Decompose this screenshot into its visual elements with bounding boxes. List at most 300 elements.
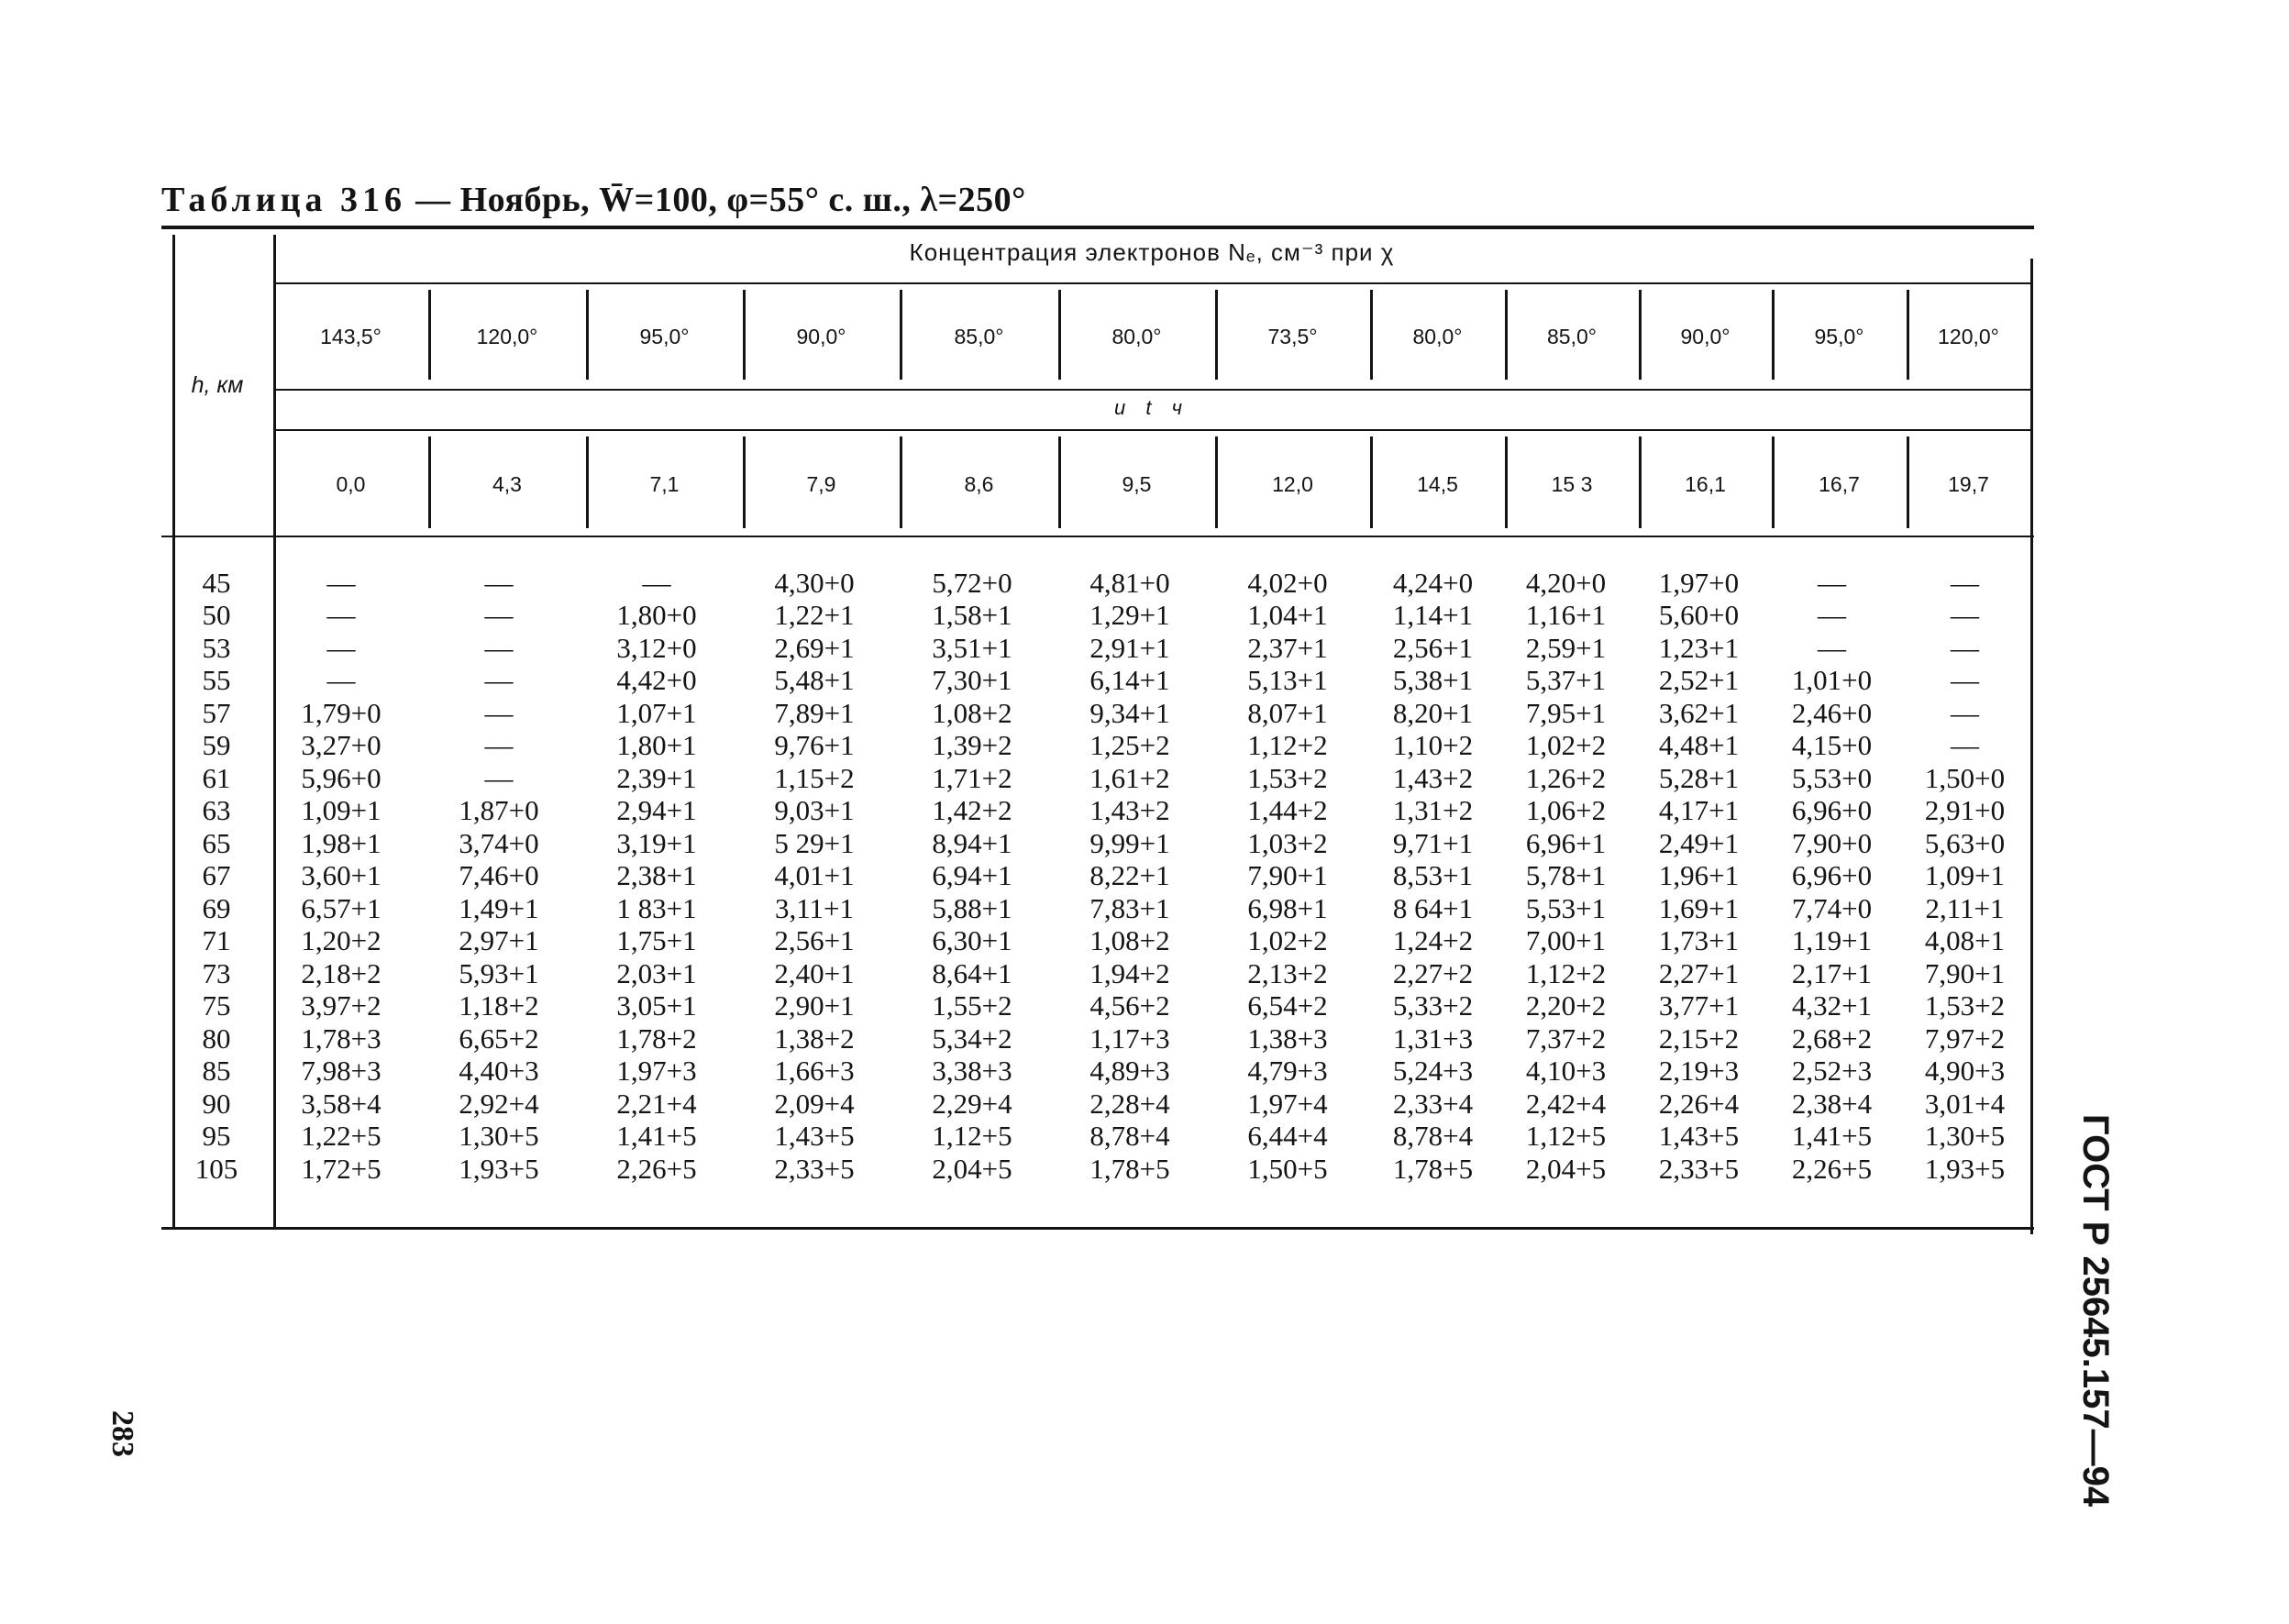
concentration-cell: 5,60+0 bbox=[1658, 599, 1740, 632]
concentration-cell: 5,38+1 bbox=[1392, 664, 1474, 697]
concentration-cell: 1,93+5 bbox=[459, 1152, 539, 1185]
table-row bbox=[171, 892, 2034, 925]
header-rule-1 bbox=[273, 282, 2032, 284]
altitude-cell: 73 bbox=[202, 956, 231, 989]
concentration-cell: 1,97+3 bbox=[616, 1055, 697, 1088]
concentration-cell: 4,32+1 bbox=[1791, 989, 1873, 1022]
concentration-cell: 1,97+4 bbox=[1247, 1087, 1328, 1120]
concentration-cell: 1,96+1 bbox=[1658, 859, 1740, 892]
concentration-cell: 3,74+0 bbox=[459, 826, 539, 859]
concentration-cell: — bbox=[1951, 664, 1979, 697]
concentration-cell: 6,14+1 bbox=[1089, 664, 1170, 697]
concentration-cell: 1,87+0 bbox=[459, 794, 539, 827]
concentration-cell: 1,78+3 bbox=[301, 1022, 382, 1055]
concentration-cell: 2,21+4 bbox=[616, 1087, 697, 1120]
row-axis-label: h, км bbox=[191, 372, 244, 398]
concentration-cell: 4,48+1 bbox=[1658, 729, 1740, 762]
concentration-cell: 4,79+3 bbox=[1247, 1055, 1328, 1088]
column-separator bbox=[428, 436, 431, 528]
column-separator bbox=[743, 290, 746, 380]
column-separator bbox=[1907, 436, 1909, 528]
time-header-cell: 4,3 bbox=[492, 471, 522, 496]
concentration-cell: 3,60+1 bbox=[301, 859, 382, 892]
concentration-cell: 4,01+1 bbox=[774, 859, 855, 892]
altitude-cell: 57 bbox=[202, 696, 231, 729]
concentration-cell: 2,19+3 bbox=[1658, 1055, 1740, 1088]
altitude-cell: 45 bbox=[202, 566, 231, 599]
concentration-cell: 7,37+2 bbox=[1525, 1022, 1607, 1055]
concentration-cell: 5 29+1 bbox=[774, 826, 855, 859]
concentration-cell: — bbox=[1951, 599, 1979, 632]
concentration-cell: 1,12+2 bbox=[1247, 729, 1328, 762]
concentration-cell: 1,43+2 bbox=[1089, 794, 1170, 827]
concentration-cell: 1,29+1 bbox=[1089, 599, 1170, 632]
time-header: и t ч bbox=[1114, 396, 1189, 419]
table-body bbox=[171, 567, 2034, 1186]
concentration-header: Концентрация электронов Nₑ, см⁻³ при χ bbox=[909, 238, 1395, 266]
altitude-cell: 85 bbox=[202, 1055, 231, 1088]
column-separator bbox=[1058, 436, 1061, 528]
altitude-cell: 63 bbox=[202, 794, 231, 827]
concentration-cell: 5,13+1 bbox=[1247, 664, 1328, 697]
concentration-cell: 4,24+0 bbox=[1392, 566, 1474, 599]
time-header-cell: 15 3 bbox=[1551, 471, 1593, 496]
concentration-cell: 2,39+1 bbox=[616, 761, 697, 794]
chi-header-cell: 90,0° bbox=[1680, 324, 1731, 348]
page-number: 283 bbox=[105, 1410, 139, 1457]
concentration-cell: 1,25+2 bbox=[1089, 729, 1170, 762]
column-separator bbox=[743, 436, 746, 528]
concentration-cell: 1,72+5 bbox=[301, 1152, 382, 1185]
concentration-cell: — bbox=[484, 729, 514, 762]
concentration-cell: 1,06+2 bbox=[1525, 794, 1607, 827]
concentration-cell: 3,12+0 bbox=[616, 631, 697, 664]
concentration-cell: 1,78+5 bbox=[1392, 1152, 1474, 1185]
concentration-cell: 1,42+2 bbox=[932, 794, 1012, 827]
concentration-cell: 7,97+2 bbox=[1924, 1022, 2006, 1055]
concentration-cell: 5,93+1 bbox=[459, 956, 539, 989]
concentration-cell: 4,40+3 bbox=[459, 1055, 539, 1088]
chi-header-cell: 73,5° bbox=[1267, 324, 1318, 348]
concentration-cell: 7,95+1 bbox=[1525, 696, 1607, 729]
concentration-cell: — bbox=[484, 696, 514, 729]
concentration-cell: 1,79+0 bbox=[301, 696, 382, 729]
column-separator bbox=[586, 290, 589, 380]
concentration-cell: — bbox=[1951, 729, 1979, 762]
table-row bbox=[171, 925, 2034, 958]
concentration-cell: — bbox=[1951, 696, 1979, 729]
concentration-cell: 6,65+2 bbox=[459, 1022, 539, 1055]
concentration-cell: 2,37+1 bbox=[1247, 631, 1328, 664]
concentration-cell: 2,28+4 bbox=[1089, 1087, 1170, 1120]
concentration-cell: 6,94+1 bbox=[932, 859, 1012, 892]
concentration-cell: 6,98+1 bbox=[1247, 891, 1328, 924]
concentration-cell: — bbox=[1951, 566, 1979, 599]
concentration-cell: 2,91+0 bbox=[1924, 794, 2006, 827]
concentration-cell: 4,81+0 bbox=[1089, 566, 1170, 599]
concentration-cell: 1,18+2 bbox=[459, 989, 539, 1022]
chi-header-cell: 95,0° bbox=[1814, 324, 1864, 348]
concentration-cell: 4,89+3 bbox=[1089, 1055, 1170, 1088]
column-separator bbox=[1505, 290, 1508, 380]
concentration-cell: 7,74+0 bbox=[1791, 891, 1873, 924]
concentration-cell: 3,97+2 bbox=[301, 989, 382, 1022]
concentration-cell: 1,09+1 bbox=[301, 794, 382, 827]
concentration-cell: 1,61+2 bbox=[1089, 761, 1170, 794]
chi-header-cell: 120,0° bbox=[1938, 324, 1999, 348]
concentration-cell: 3,01+4 bbox=[1924, 1087, 2006, 1120]
concentration-cell: 1,23+1 bbox=[1658, 631, 1740, 664]
concentration-cell: 2,26+4 bbox=[1658, 1087, 1740, 1120]
concentration-cell: 2,33+4 bbox=[1392, 1087, 1474, 1120]
concentration-cell: 1,19+1 bbox=[1791, 924, 1873, 957]
concentration-cell: 1,31+2 bbox=[1392, 794, 1474, 827]
time-header-cell: 7,1 bbox=[649, 471, 680, 496]
concentration-cell: 1,78+5 bbox=[1089, 1152, 1170, 1185]
concentration-cell: 6,57+1 bbox=[301, 891, 382, 924]
concentration-cell: 8,20+1 bbox=[1392, 696, 1474, 729]
altitude-cell: 50 bbox=[202, 599, 231, 632]
concentration-cell: — bbox=[484, 566, 514, 599]
concentration-cell: 1,22+1 bbox=[774, 599, 855, 632]
column-separator bbox=[428, 290, 431, 380]
concentration-cell: 5,53+0 bbox=[1791, 761, 1873, 794]
concentration-cell: 2,91+1 bbox=[1089, 631, 1170, 664]
concentration-cell: 7,89+1 bbox=[774, 696, 855, 729]
concentration-cell: 1,75+1 bbox=[616, 924, 697, 957]
concentration-cell: 1,12+5 bbox=[1525, 1120, 1607, 1153]
concentration-cell: 1,94+2 bbox=[1089, 956, 1170, 989]
concentration-cell: 1,80+0 bbox=[616, 599, 697, 632]
concentration-cell: 1,66+3 bbox=[774, 1055, 855, 1088]
concentration-cell: 2,09+4 bbox=[774, 1087, 855, 1120]
header-rule-2 bbox=[273, 389, 2032, 391]
concentration-cell: 8,22+1 bbox=[1089, 859, 1170, 892]
altitude-cell: 61 bbox=[202, 761, 231, 794]
concentration-cell: 1 83+1 bbox=[616, 891, 697, 924]
concentration-cell: 2,46+0 bbox=[1791, 696, 1873, 729]
altitude-cell: 75 bbox=[202, 989, 231, 1022]
column-separator bbox=[1639, 290, 1642, 380]
concentration-cell: 5,78+1 bbox=[1525, 859, 1607, 892]
altitude-cell: 90 bbox=[202, 1087, 231, 1120]
concentration-cell: 2,20+2 bbox=[1525, 989, 1607, 1022]
altitude-cell: 95 bbox=[202, 1120, 231, 1153]
concentration-cell: 2,59+1 bbox=[1525, 631, 1607, 664]
concentration-cell: 1,16+1 bbox=[1525, 599, 1607, 632]
concentration-cell: 2,26+5 bbox=[1791, 1152, 1873, 1185]
concentration-cell: 8,94+1 bbox=[932, 826, 1012, 859]
concentration-cell: 9,03+1 bbox=[774, 794, 855, 827]
chi-header-cell: 120,0° bbox=[476, 324, 538, 348]
concentration-cell: — bbox=[642, 566, 671, 599]
table-row bbox=[171, 1022, 2034, 1055]
concentration-cell: 6,96+0 bbox=[1791, 859, 1873, 892]
concentration-cell: 4,42+0 bbox=[616, 664, 697, 697]
concentration-cell: 2,52+1 bbox=[1658, 664, 1740, 697]
concentration-cell: 1,31+3 bbox=[1392, 1022, 1474, 1055]
concentration-cell: 1,30+5 bbox=[459, 1120, 539, 1153]
concentration-cell: 2,97+1 bbox=[459, 924, 539, 957]
table-row bbox=[171, 762, 2034, 795]
concentration-cell: 4,20+0 bbox=[1525, 566, 1607, 599]
concentration-cell: — bbox=[326, 599, 356, 632]
table-row bbox=[171, 730, 2034, 763]
concentration-cell: 1,01+0 bbox=[1791, 664, 1873, 697]
chi-header-cell: 85,0° bbox=[1547, 324, 1597, 348]
concentration-cell: 1,39+2 bbox=[932, 729, 1012, 762]
concentration-cell: 1,93+5 bbox=[1924, 1152, 2006, 1185]
table-row bbox=[171, 990, 2034, 1023]
concentration-cell: 9,71+1 bbox=[1392, 826, 1474, 859]
concentration-cell: 2,69+1 bbox=[774, 631, 855, 664]
top-rule bbox=[161, 226, 2034, 229]
concentration-cell: 7,90+1 bbox=[1247, 859, 1328, 892]
header-rule-3 bbox=[273, 429, 2032, 431]
concentration-cell: — bbox=[1818, 631, 1846, 664]
concentration-cell: 1,41+5 bbox=[1791, 1120, 1873, 1153]
concentration-cell: 8,53+1 bbox=[1392, 859, 1474, 892]
concentration-cell: 9,34+1 bbox=[1089, 696, 1170, 729]
concentration-cell: 1,78+2 bbox=[616, 1022, 697, 1055]
concentration-cell: 2,42+4 bbox=[1525, 1087, 1607, 1120]
concentration-cell: 1,08+2 bbox=[932, 696, 1012, 729]
concentration-cell: 3,11+1 bbox=[774, 891, 855, 924]
concentration-cell: 2,27+1 bbox=[1658, 956, 1740, 989]
concentration-cell: 2,56+1 bbox=[1392, 631, 1474, 664]
concentration-cell: 2,27+2 bbox=[1392, 956, 1474, 989]
concentration-cell: 7,83+1 bbox=[1089, 891, 1170, 924]
time-header-cell: 16,7 bbox=[1819, 471, 1860, 496]
concentration-cell: 7,90+0 bbox=[1791, 826, 1873, 859]
chi-header-cell: 80,0° bbox=[1111, 324, 1162, 348]
concentration-cell: 1,30+5 bbox=[1924, 1120, 2006, 1153]
header-bottom-rule bbox=[161, 536, 2034, 537]
time-header-cell: 12,0 bbox=[1272, 471, 1313, 496]
concentration-cell: 5,48+1 bbox=[774, 664, 855, 697]
time-header-cell: 9,5 bbox=[1122, 471, 1152, 496]
concentration-cell: 1,02+2 bbox=[1525, 729, 1607, 762]
concentration-cell: 5,33+2 bbox=[1392, 989, 1474, 1022]
concentration-cell: 1,73+1 bbox=[1658, 924, 1740, 957]
concentration-cell: 1,12+2 bbox=[1525, 956, 1607, 989]
concentration-cell: 2,04+5 bbox=[1525, 1152, 1607, 1185]
concentration-cell: 1,53+2 bbox=[1247, 761, 1328, 794]
chi-header-cell: 90,0° bbox=[796, 324, 846, 348]
chi-header-cell: 143,5° bbox=[320, 324, 382, 348]
concentration-cell: 2,38+4 bbox=[1791, 1087, 1873, 1120]
concentration-cell: 1,17+3 bbox=[1089, 1022, 1170, 1055]
concentration-cell: 6,96+0 bbox=[1791, 794, 1873, 827]
table-row bbox=[171, 665, 2034, 698]
concentration-cell: 1,08+2 bbox=[1089, 924, 1170, 957]
concentration-cell: 2,90+1 bbox=[774, 989, 855, 1022]
concentration-cell: 2,68+2 bbox=[1791, 1022, 1873, 1055]
altitude-cell: 67 bbox=[202, 859, 231, 892]
concentration-cell: 7,98+3 bbox=[301, 1055, 382, 1088]
concentration-cell: — bbox=[484, 761, 514, 794]
concentration-cell: 1,69+1 bbox=[1658, 891, 1740, 924]
table-row bbox=[171, 632, 2034, 665]
concentration-cell: 2,13+2 bbox=[1247, 956, 1328, 989]
concentration-cell: 2,03+1 bbox=[616, 956, 697, 989]
concentration-cell: 1,26+2 bbox=[1525, 761, 1607, 794]
concentration-cell: 4,02+0 bbox=[1247, 566, 1328, 599]
concentration-cell: 3,19+1 bbox=[616, 826, 697, 859]
concentration-cell: — bbox=[326, 631, 356, 664]
concentration-cell: 2,26+5 bbox=[616, 1152, 697, 1185]
altitude-cell: 80 bbox=[202, 1022, 231, 1055]
concentration-cell: 1,14+1 bbox=[1392, 599, 1474, 632]
concentration-cell: 5,96+0 bbox=[301, 761, 382, 794]
concentration-cell: 8 64+1 bbox=[1392, 891, 1474, 924]
column-separator bbox=[1772, 290, 1775, 380]
column-separator bbox=[1058, 290, 1061, 380]
concentration-cell: 5,28+1 bbox=[1658, 761, 1740, 794]
concentration-cell: 2,38+1 bbox=[616, 859, 697, 892]
concentration-cell: — bbox=[1818, 566, 1846, 599]
column-separator bbox=[1370, 290, 1373, 380]
concentration-cell: 1,58+1 bbox=[932, 599, 1012, 632]
time-header-cell: 19,7 bbox=[1948, 471, 1989, 496]
table-caption bbox=[161, 180, 1026, 220]
table-row bbox=[171, 957, 2034, 990]
concentration-cell: 1,07+1 bbox=[616, 696, 697, 729]
chi-header-cell: 95,0° bbox=[639, 324, 690, 348]
concentration-cell: 1,43+2 bbox=[1392, 761, 1474, 794]
concentration-cell: 1,43+5 bbox=[774, 1120, 855, 1153]
altitude-cell: 65 bbox=[202, 826, 231, 859]
concentration-cell: — bbox=[484, 664, 514, 697]
concentration-cell: 5,24+3 bbox=[1392, 1055, 1474, 1088]
concentration-cell: 1,50+5 bbox=[1247, 1152, 1328, 1185]
concentration-cell: 9,99+1 bbox=[1089, 826, 1170, 859]
concentration-cell: 2,17+1 bbox=[1791, 956, 1873, 989]
concentration-cell: 4,90+3 bbox=[1924, 1055, 2006, 1088]
concentration-cell: 6,54+2 bbox=[1247, 989, 1328, 1022]
concentration-cell: 2,11+1 bbox=[1925, 891, 2005, 924]
concentration-cell: 3,05+1 bbox=[616, 989, 697, 1022]
concentration-cell: — bbox=[326, 566, 356, 599]
concentration-cell: 4,15+0 bbox=[1791, 729, 1873, 762]
concentration-cell: 1,98+1 bbox=[301, 826, 382, 859]
table-title: — Ноябрь, W̄=100, φ=55° с. ш., λ=250° bbox=[415, 181, 1026, 219]
altitude-cell: 105 bbox=[194, 1152, 238, 1185]
concentration-cell: — bbox=[1818, 599, 1846, 632]
concentration-cell: 6,44+4 bbox=[1247, 1120, 1328, 1153]
table-row bbox=[171, 1055, 2034, 1088]
concentration-cell: 5,63+0 bbox=[1924, 826, 2006, 859]
table-number: Таблица 316 bbox=[161, 181, 407, 219]
concentration-cell: 1,02+2 bbox=[1247, 924, 1328, 957]
time-header-cell: 16,1 bbox=[1685, 471, 1726, 496]
concentration-cell: — bbox=[484, 599, 514, 632]
table-row bbox=[171, 697, 2034, 730]
column-separator bbox=[586, 436, 589, 528]
time-header-cell: 7,9 bbox=[806, 471, 836, 496]
concentration-cell: 1,43+5 bbox=[1658, 1120, 1740, 1153]
concentration-cell: 8,64+1 bbox=[932, 956, 1012, 989]
chi-header-cell: 80,0° bbox=[1412, 324, 1463, 348]
concentration-cell: 2,04+5 bbox=[932, 1152, 1012, 1185]
concentration-cell: 2,92+4 bbox=[459, 1087, 539, 1120]
table-row bbox=[171, 600, 2034, 633]
column-separator bbox=[1215, 290, 1218, 380]
concentration-cell: 1,71+2 bbox=[932, 761, 1012, 794]
concentration-cell: 2,52+3 bbox=[1791, 1055, 1873, 1088]
altitude-cell: 55 bbox=[202, 664, 231, 697]
concentration-cell: 1,44+2 bbox=[1247, 794, 1328, 827]
concentration-cell: 9,76+1 bbox=[774, 729, 855, 762]
concentration-cell: — bbox=[1951, 631, 1979, 664]
concentration-cell: 8,78+4 bbox=[1089, 1120, 1170, 1153]
concentration-cell: 2,56+1 bbox=[774, 924, 855, 957]
bottom-rule bbox=[161, 1227, 2034, 1230]
concentration-cell: 3,58+4 bbox=[301, 1087, 382, 1120]
altitude-cell: 59 bbox=[202, 729, 231, 762]
concentration-cell: 1,41+5 bbox=[616, 1120, 697, 1153]
table-row bbox=[171, 1153, 2034, 1186]
concentration-cell: 1,04+1 bbox=[1247, 599, 1328, 632]
time-header-cell: 8,6 bbox=[964, 471, 994, 496]
concentration-cell: 4,17+1 bbox=[1658, 794, 1740, 827]
table-row bbox=[171, 1121, 2034, 1154]
document-code: ГОСТ Р 25645.157—94 bbox=[2075, 1114, 2116, 1508]
concentration-cell: 2,94+1 bbox=[616, 794, 697, 827]
concentration-cell: 1,24+2 bbox=[1392, 924, 1474, 957]
column-separator bbox=[900, 436, 902, 528]
concentration-cell: 1,97+0 bbox=[1658, 566, 1740, 599]
chi-header-cell: 85,0° bbox=[954, 324, 1004, 348]
concentration-cell: 1,38+2 bbox=[774, 1022, 855, 1055]
concentration-cell: 1,15+2 bbox=[774, 761, 855, 794]
concentration-cell: 3,77+1 bbox=[1658, 989, 1740, 1022]
concentration-cell: 5,53+1 bbox=[1525, 891, 1607, 924]
concentration-cell: 3,62+1 bbox=[1658, 696, 1740, 729]
concentration-cell: 1,38+3 bbox=[1247, 1022, 1328, 1055]
concentration-cell: 5,88+1 bbox=[932, 891, 1012, 924]
table-row bbox=[171, 860, 2034, 893]
concentration-cell: 2,40+1 bbox=[774, 956, 855, 989]
concentration-cell: 7,00+1 bbox=[1525, 924, 1607, 957]
column-separator bbox=[900, 290, 902, 380]
concentration-cell: — bbox=[484, 631, 514, 664]
concentration-cell: 5,34+2 bbox=[932, 1022, 1012, 1055]
concentration-cell: 1,49+1 bbox=[459, 891, 539, 924]
concentration-cell: — bbox=[326, 664, 356, 697]
concentration-cell: 7,90+1 bbox=[1924, 956, 2006, 989]
concentration-cell: 3,51+1 bbox=[932, 631, 1012, 664]
concentration-cell: 1,09+1 bbox=[1924, 859, 2006, 892]
concentration-cell: 8,78+4 bbox=[1392, 1120, 1474, 1153]
concentration-cell: 1,12+5 bbox=[932, 1120, 1012, 1153]
concentration-cell: 4,56+2 bbox=[1089, 989, 1170, 1022]
concentration-cell: 3,38+3 bbox=[932, 1055, 1012, 1088]
concentration-cell: 3,27+0 bbox=[301, 729, 382, 762]
concentration-cell: 4,30+0 bbox=[774, 566, 855, 599]
column-separator bbox=[1639, 436, 1642, 528]
concentration-cell: 1,10+2 bbox=[1392, 729, 1474, 762]
concentration-cell: 5,72+0 bbox=[932, 566, 1012, 599]
concentration-cell: 2,15+2 bbox=[1658, 1022, 1740, 1055]
time-header-cell: 0,0 bbox=[336, 471, 366, 496]
altitude-cell: 53 bbox=[202, 631, 231, 664]
table-row bbox=[171, 795, 2034, 828]
table-row bbox=[171, 567, 2034, 600]
concentration-cell: 7,46+0 bbox=[459, 859, 539, 892]
table-row bbox=[171, 827, 2034, 860]
concentration-cell: 1,55+2 bbox=[932, 989, 1012, 1022]
